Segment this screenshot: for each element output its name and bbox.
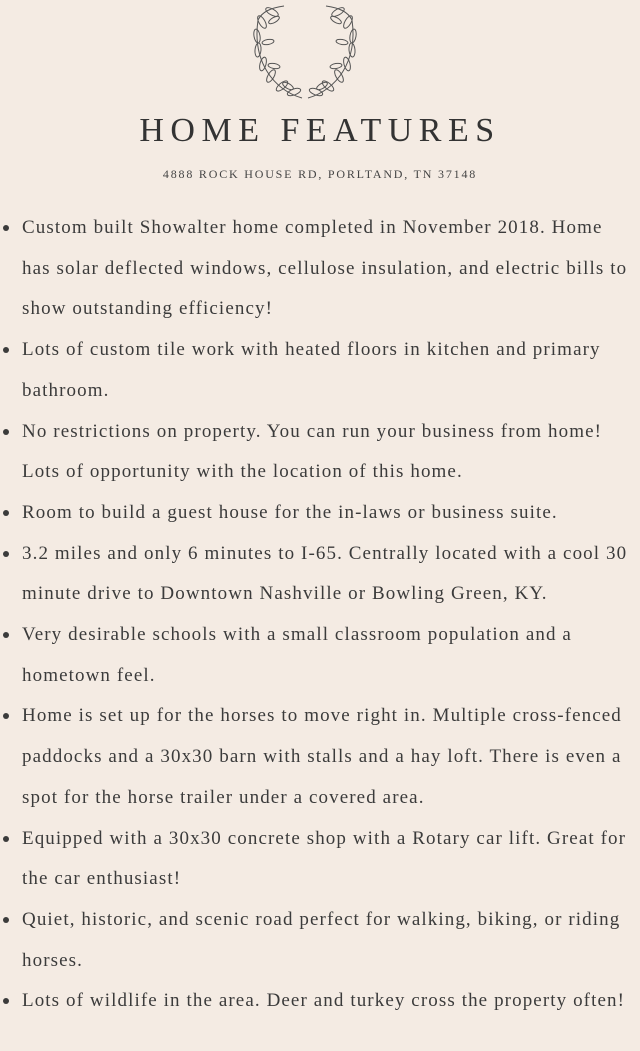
bullet-icon bbox=[3, 713, 9, 719]
list-item bbox=[0, 208, 640, 330]
bullet-icon bbox=[3, 429, 9, 435]
bullet-icon bbox=[3, 510, 9, 516]
feature-text: Lots of custom tile work with heated floors in kitchen and primary bathroom. bbox=[22, 339, 601, 401]
laurel-wreath-icon bbox=[244, 2, 366, 102]
bullet-icon bbox=[3, 917, 9, 923]
list-item bbox=[0, 900, 640, 981]
feature-text: Equipped with a 30x30 concrete shop with a Rotary car lift. Great for the car enthusiast! bbox=[22, 827, 627, 890]
list-item bbox=[0, 981, 640, 1022]
feature-text: Custom built Showalter home completed in November 2018. Home has solar deflected windows, cellulose insulation, and electric bills to show outstanding efficiency! bbox=[22, 217, 628, 320]
list-item bbox=[0, 534, 640, 615]
list-item bbox=[0, 493, 640, 534]
bullet-icon bbox=[3, 347, 9, 353]
feature-text: 3.2 miles and only 6 minutes to I-65. Centrally located with a cool 30 minute drive to Downtown Nashville or Bowling Green, KY. bbox=[22, 542, 628, 605]
feature-text: Lots of wildlife in the area. Deer and turkey cross the property often! bbox=[22, 990, 626, 1012]
bullet-icon bbox=[3, 632, 9, 638]
bullet-icon bbox=[3, 836, 9, 842]
page-title: HOME FEATURES bbox=[139, 112, 501, 149]
list-item bbox=[0, 412, 640, 493]
feature-text: Home is set up for the horses to move right in. Multiple cross-fenced paddocks and a 30x30 barn with stalls and a hay loft. There is even a spot for the horse trailer under a covered area. bbox=[22, 705, 622, 808]
features-list bbox=[0, 208, 640, 1022]
list-item bbox=[0, 696, 640, 818]
bullet-icon bbox=[3, 225, 9, 231]
feature-text: No restrictions on property. You can run your business from home! Lots of opportunity with the location of this home. bbox=[22, 420, 603, 483]
feature-text: Room to build a guest house for the in-laws or business suite. bbox=[22, 501, 558, 523]
list-item bbox=[0, 819, 640, 900]
list-item bbox=[0, 330, 640, 411]
feature-text: Very desirable schools with a small classroom population and a hometown feel. bbox=[22, 624, 572, 686]
property-address: 4888 ROCK HOUSE RD, PORLTAND, TN 37148 bbox=[162, 167, 478, 181]
bullet-icon bbox=[3, 551, 9, 557]
bullet-icon bbox=[3, 998, 9, 1004]
list-item bbox=[0, 615, 640, 696]
feature-text: Quiet, historic, and scenic road perfect for walking, biking, or riding horses. bbox=[22, 908, 621, 971]
